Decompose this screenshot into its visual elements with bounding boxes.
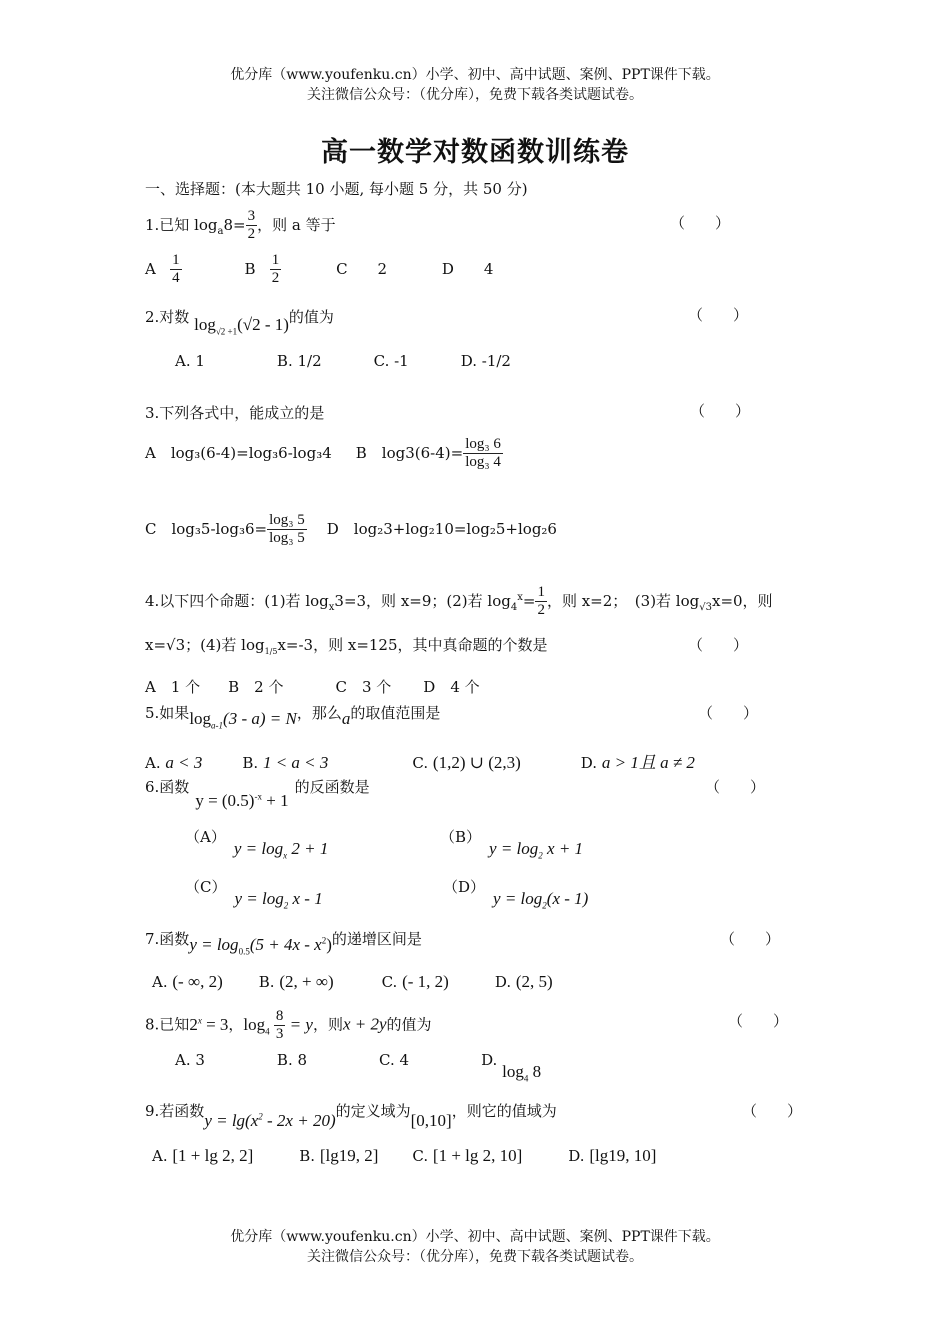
question-2-options: A. 1 B. 1/2 C. -1 D. -1/2 <box>175 352 511 370</box>
answer-blank-6[interactable]: （ ） <box>705 778 766 796</box>
question-5-stem: 5.如果$\log_{a-1}(3 - a) = N$，那么a的取值范围是 <box>145 704 441 731</box>
question-8-stem: 8.已知$2^x = 3$，$\log_4$ $\frac{8}{3}$ = y，则x + 2y的值为 <box>145 1008 432 1043</box>
answer-blank-5[interactable]: （ ） <box>698 704 759 722</box>
answer-blank-7[interactable]: （ ） <box>720 930 781 948</box>
question-6-option-d: $(D)y = \log_2(x - 1)$ <box>443 878 589 911</box>
question-9-options: A. [1 + lg 2, 2] B. [lg19, 2] C. [1 + lg 2, 10] D. [lg19, 10] <box>152 1146 657 1165</box>
question-6-option-a: $(A)y = \log_x 2 + 1$ <box>185 828 329 861</box>
question-4-line-1: 4.以下四个命题：(1)若 $\log_x3=3$，则 x=9；(2)若 $\log_4^x=$ $\frac{1}{2}$ ，则 x=2； (3)若 $\log_{√3}x=0$，则 <box>145 584 773 619</box>
answer-blank-4[interactable]: （ ） <box>688 636 749 654</box>
question-7-stem: 7.函数$y = \log_{0.5}(5 + 4x - x^2)$的递增区间是 <box>145 930 422 957</box>
question-5-options: A. a < 3 B. 1 < a < 3 C. (1,2) ∪ (2,3) D. a > 1且 a ≠ 2 <box>145 753 695 772</box>
question-6-option-c: $(C)y = \log_2 x - 1$ <box>185 878 323 911</box>
question-4-line-2: x=√3；(4)若 $\log_{1/5}x=-3$，则 x=125，其中真命题的个数是 <box>145 636 548 656</box>
answer-blank-2[interactable]: （ ） <box>688 306 749 324</box>
header-line-1: 优分库（www.youfenku.cn）小学、初中、高中试题、案例、PPT课件下载。 <box>230 67 720 83</box>
question-2-stem: 2.对数 $\log_{√2 +1}(√2 - 1)$的值为 <box>145 308 334 337</box>
footer-line-1: 优分库（www.youfenku.cn）小学、初中、高中试题、案例、PPT课件下载。 <box>230 1229 720 1245</box>
question-3-options-cd: C log₃5-log₃6= $\frac{\text{log₃ 5}}{\text{log₃ 5}}$ D log₂3+log₂10=log₂5+log₂6 <box>145 512 557 547</box>
section-heading: 一、选择题：(本大题共 10 小题, 每小题 5 分，共 50 分) <box>145 180 528 198</box>
answer-blank-3[interactable]: （ ） <box>690 402 751 420</box>
footer-line-2: 关注微信公众号：（优分库），免费下载各类试题试卷。 <box>307 1249 643 1265</box>
question-6-stem: 6.函数$y = (0.5)^{-x} + 1$的反函数是 <box>145 778 370 810</box>
question-1-options: A $\frac{1}{4}$ B $\frac{1}{2}$ C 2 D 4 <box>145 252 494 287</box>
question-1-stem: 1.已知 $\log_a8=$ $\frac{3}{2}$ ，则 a 等于 <box>145 208 336 243</box>
question-3-stem: 3.下列各式中，能成立的是 <box>145 404 325 422</box>
header-line-2: 关注微信公众号：（优分库），免费下载各类试题试卷。 <box>307 87 643 103</box>
page-title: 高一数学对数函数训练卷 <box>321 137 629 168</box>
question-9-stem: 9.若函数$y = \lg(x^2 - 2x + 20)$的定义域为[0,10]，则它的值域为 <box>145 1102 557 1130</box>
answer-blank-9[interactable]: （ ） <box>742 1102 803 1120</box>
question-3-options-ab: A log₃(6-4)=log₃6-log₃4 B log3(6-4)= $\frac{\text{log₃ 6}}{\text{log₃ 4}}$ <box>145 436 501 471</box>
question-8-options: A. 3 B. 8 C. 4 D. $\log_4 8$ <box>175 1051 542 1084</box>
question-7-options: A. (- ∞, 2) B. (2, + ∞) C. (- 1, 2) D. (2, 5) <box>152 972 553 991</box>
question-4-options: A 1 个 B 2 个 C 3 个 D 4 个 <box>145 678 480 696</box>
question-6-option-b: $(B)y = \log_2 x + 1$ <box>440 828 584 861</box>
answer-blank-1[interactable]: （ ） <box>670 214 731 232</box>
answer-blank-8[interactable]: （ ） <box>728 1012 789 1030</box>
